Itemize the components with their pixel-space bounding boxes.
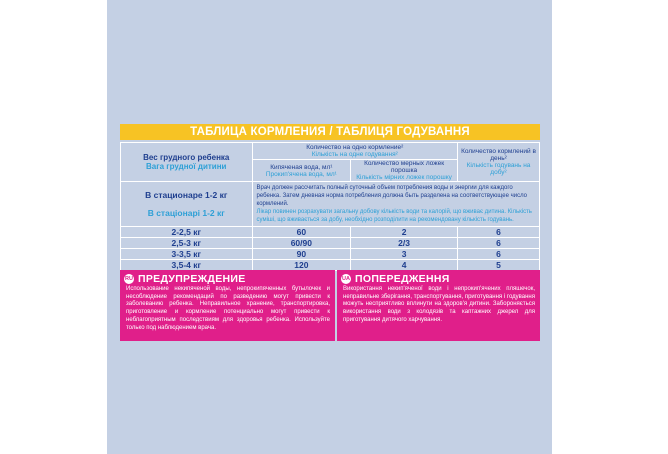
doctor-note-uk: Лікар повинен розрахувати загальну добову кількість води та калорій, що вживає дитина. Кількість суміші, що вживається за добу, необхідно розподілити на рекомендовану кількість годувань. [256,209,532,223]
row-spoons: 2 [351,227,458,238]
row-water: 60 [252,227,351,238]
warning-text-ru: Использование некипяченой воды, непрокипяченных бутылочек и несоблюдение рекомендаций по разведению могут привести к заболеванию ребенка. Неправильное хранение, транспортировка, приготовление и кормление потенциально могут привести к неблагоприятным последствиям для здоровья ребенка. Используйте только под наблюдением врача. [126,286,330,331]
language-badge-uk: UA [342,275,350,282]
row-water: 90 [252,249,351,260]
warning-header-uk [337,270,540,285]
row-spoons: 4 [351,260,458,271]
header-feeds-ru: Количество кормлений в день² [461,148,536,162]
header-spoons-uk: Кількість мірних ложек порошку [356,174,452,181]
feeding-table-title: ТАБЛИЦА КОРМЛЕНИЯ / ТАБЛИЦЯ ГОДУВАННЯ [120,124,540,140]
warning-box-ru [120,270,335,341]
header-water-ru: Кипяченая вода, мл¹ [270,163,333,171]
table-row [121,238,540,249]
row-water: 120 [252,260,351,271]
row-weight: 2-2,5 кг [121,227,253,238]
warning-title-uk: ПОПЕРЕДЖЕННЯ [355,272,450,285]
table-row [121,227,540,238]
header-feeds [458,143,540,182]
stationary-uk: В стаціонарі 1-2 кг [147,208,225,218]
row-feeds: 6 [458,249,540,260]
row-feeds: 5 [458,260,540,271]
header-weight-ru: Вес грудного ребенка [143,153,230,162]
feeding-table [120,142,540,271]
table-row [121,249,540,260]
header-weight-uk: Вага грудної дитини [146,162,227,171]
warning-title-ru: ПРЕДУПРЕЖДЕНИЕ [138,272,246,285]
row-spoons: 3 [351,249,458,260]
header-spoons-ru: Количество мерных ложек порошка [364,160,445,174]
warning-box-uk [337,270,540,341]
header-spoons [351,160,458,182]
warning-header-ru [120,270,335,285]
row-spoons: 2/3 [351,238,458,249]
doctor-note [252,182,539,227]
header-water-uk: Прокип'ячена вода, мл¹ [265,170,337,178]
language-badge-ru: RU [125,275,133,282]
doctor-note-ru: Врач должен рассчитать полный суточный объем потребления воды и энергии для каждого ребенка. Затем дневная норма потребления должна быть разделена на соответствующее число кормлений. [256,185,527,207]
warning-text-uk: Використання некип'яченої води і непрокип'ячених пляшечок, неправильне зберігання, транспортування, приготування і годування можуть несприятливо вплинути на здоров'я дитини. Забороняється використання води з колодязів та каптажних джерел для приготування дитячого харчування. [343,286,535,323]
header-amount-ru: Количество на одно кормление² [306,144,404,151]
header-water [252,160,351,182]
header-feeds-uk: Кількість годувань на добу² [466,162,531,176]
row-feeds: 6 [458,227,540,238]
header-weight [121,143,253,182]
row-weight: 2,5-3 кг [121,238,253,249]
row-weight: 3-3,5 кг [121,249,253,260]
stationary-cell [121,182,253,227]
table-row [121,260,540,271]
stationary-ru: В стационаре 1-2 кг [145,190,228,200]
header-amount [252,143,457,160]
header-amount-uk: Кількість на одне годування² [311,151,398,158]
row-weight: 3,5-4 кг [121,260,253,271]
row-water: 60/90 [252,238,351,249]
row-feeds: 6 [458,238,540,249]
